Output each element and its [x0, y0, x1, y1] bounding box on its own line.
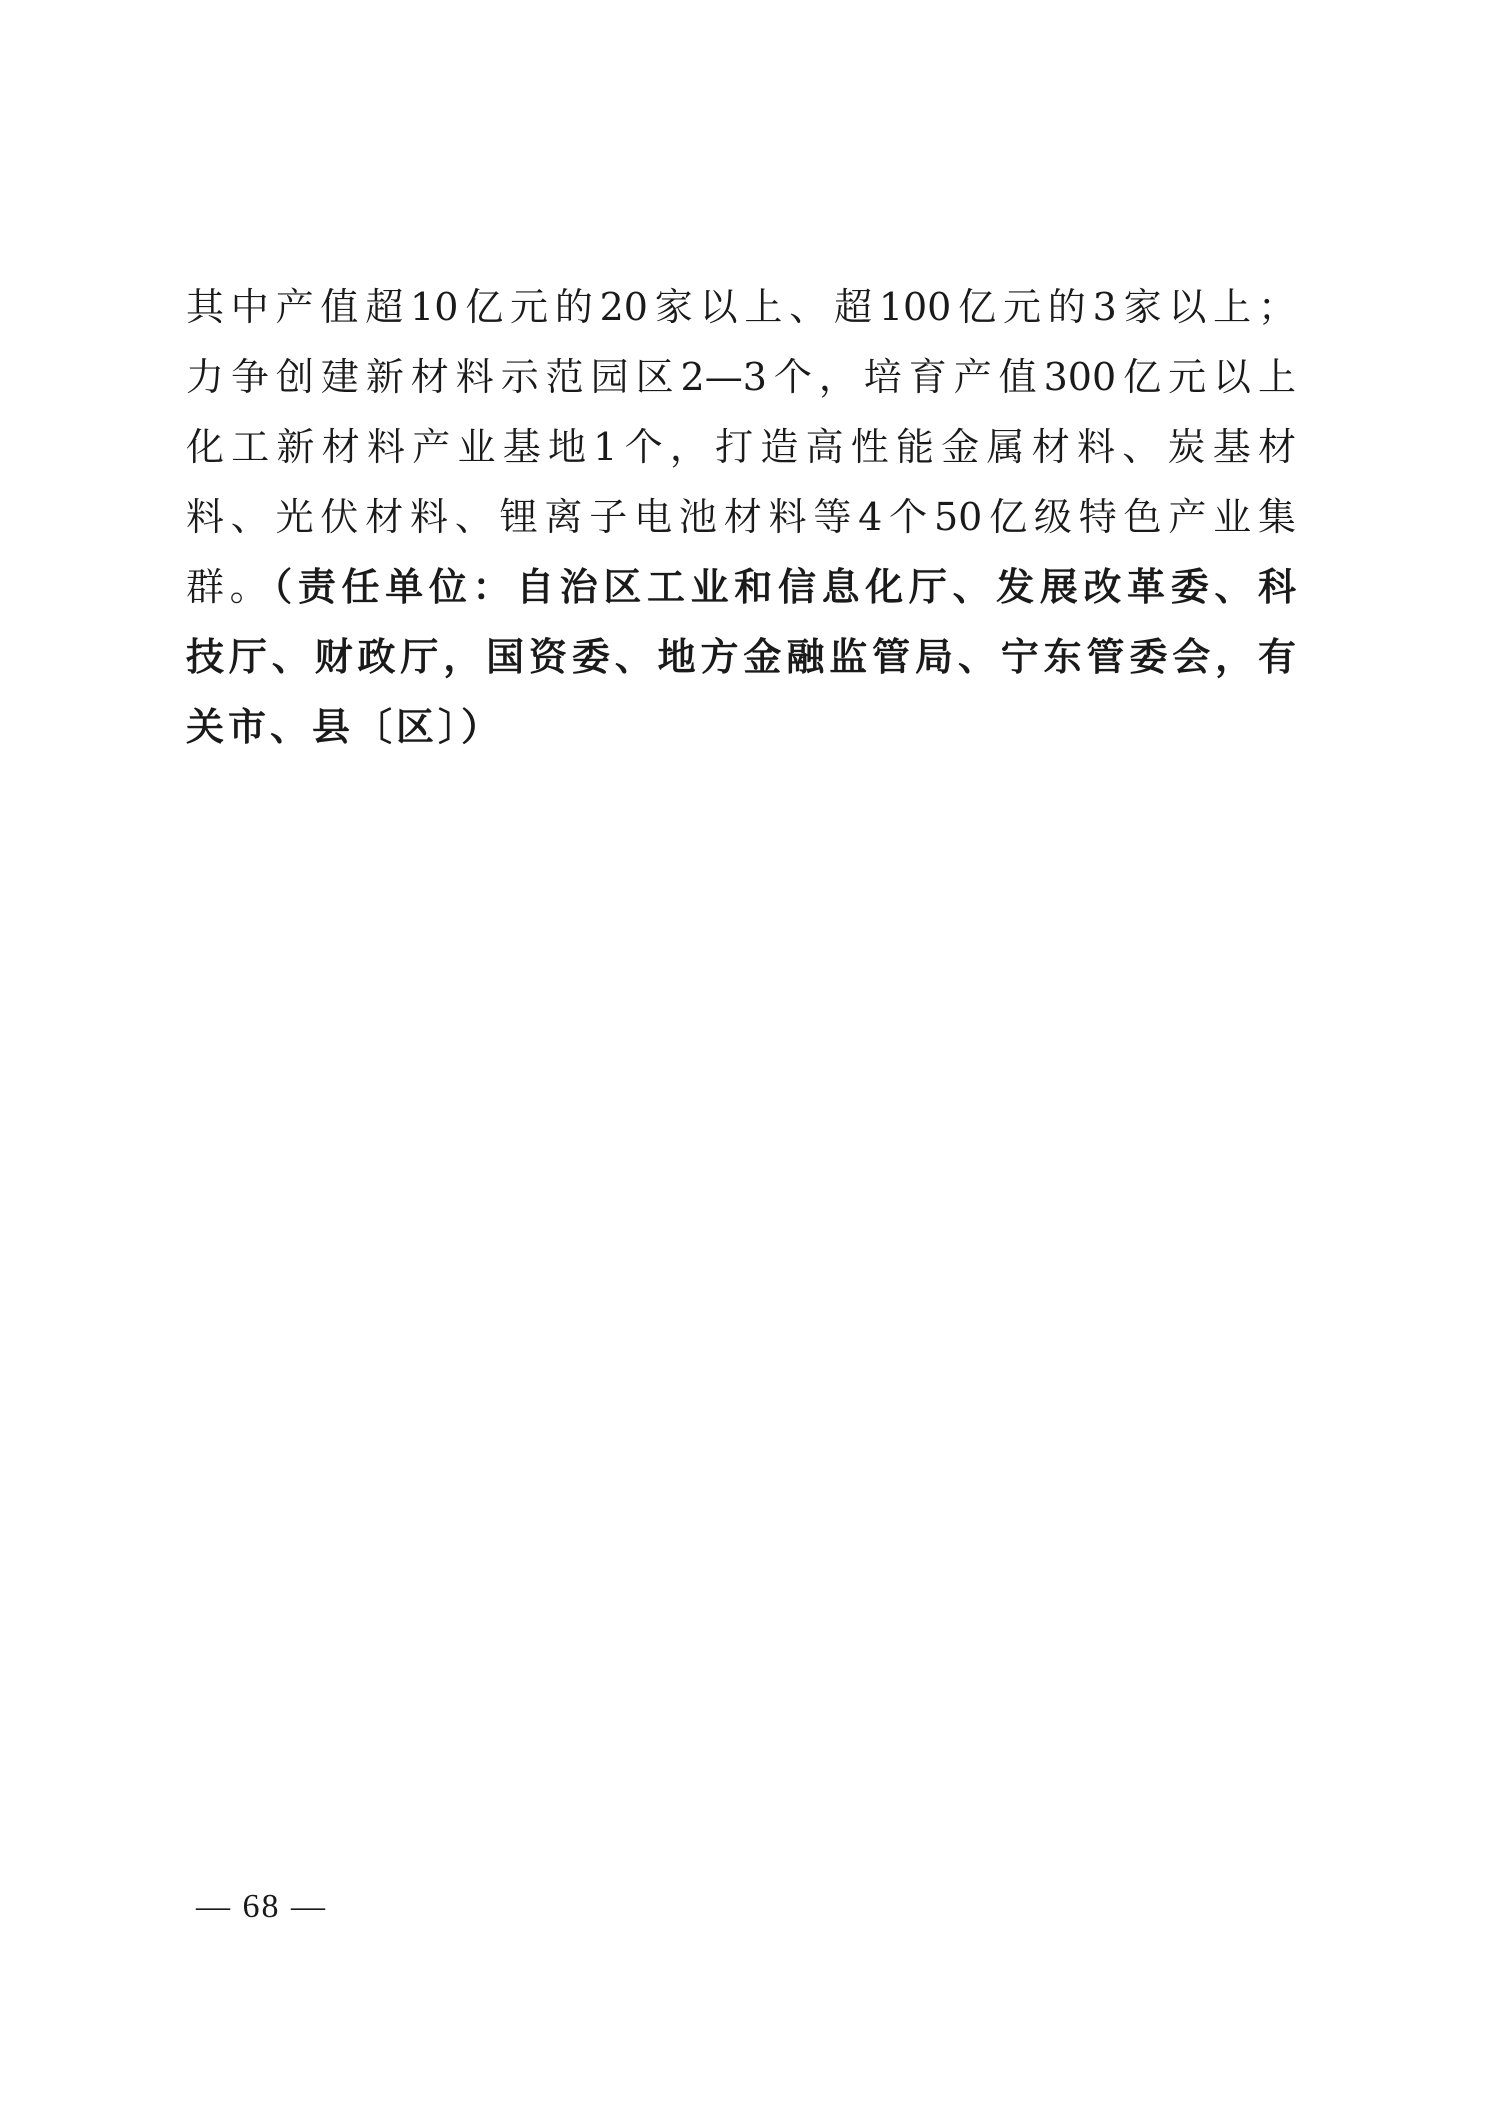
text-line-4 — [186, 482, 1296, 552]
text-line-5 — [186, 552, 1296, 622]
text-segment: 力争创建新材料示范园区2—3个，培育产值300亿元以上 — [186, 355, 1296, 399]
text-line-2 — [186, 342, 1296, 412]
text-segment: 化工新材料产业基地1个，打造高性能金属材料、炭基材 — [186, 425, 1296, 469]
text-line-6 — [186, 622, 1296, 692]
text-line-1 — [186, 272, 1296, 342]
responsibility-note: 技厅、财政厅，国资委、地方金融监管局、宁东管委会，有 — [186, 635, 1296, 679]
text-segment: 群。 — [186, 565, 274, 609]
body-paragraph — [186, 272, 1296, 762]
text-segment: 料、光伏材料、锂离子电池材料等4个50亿级特色产业集 — [186, 495, 1296, 539]
text-line-7 — [186, 692, 1296, 762]
text-segment: 其中产值超10亿元的20家以上、超100亿元的3家以上； — [186, 285, 1296, 329]
page-number: — 68 — — [196, 1888, 327, 1925]
responsibility-note: （责任单位：自治区工业和信息化厅、发展改革委、科 — [273, 565, 1296, 609]
text-line-3 — [186, 412, 1296, 482]
responsibility-note: 关市、县〔区〕） — [186, 705, 504, 749]
